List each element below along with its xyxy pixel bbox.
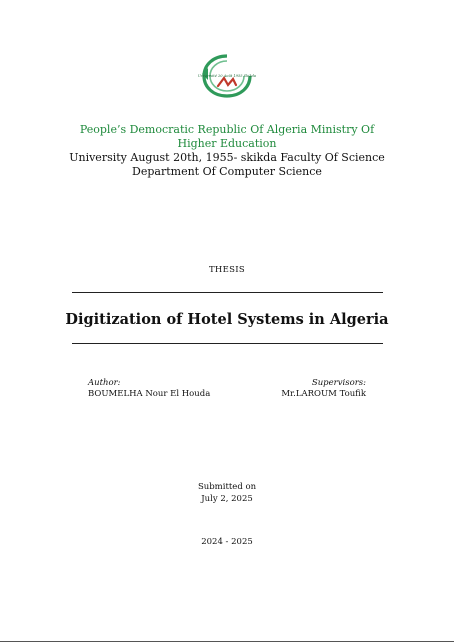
author-label: Author: bbox=[88, 378, 121, 388]
academic-year: 2024 - 2025 bbox=[201, 537, 253, 547]
submission-label: Submitted on bbox=[197, 482, 257, 492]
thesis-label: THESIS bbox=[208, 265, 246, 275]
logo-caption: Université 20 Août 1955 Skikda bbox=[198, 74, 256, 78]
university-logo-icon bbox=[198, 52, 256, 100]
page-bottom-edge bbox=[0, 641, 454, 642]
university-heading: University August 20th, 1955- skikda Faculty Of Science Department Of Computer Science bbox=[69, 151, 385, 178]
title-rule-bottom bbox=[72, 343, 383, 344]
supervisor-label: Supervisors: bbox=[311, 378, 366, 388]
title-rule-top bbox=[72, 292, 383, 293]
thesis-title: Digitization of Hotel Systems in Algeria bbox=[65, 311, 389, 328]
submission-block bbox=[0, 482, 454, 505]
supervisor-name: Mr.LAROUM Toufik bbox=[281, 389, 366, 399]
ministry-heading: People’s Democratic Republic Of Algeria Ministry Of Higher Education bbox=[79, 123, 375, 150]
author-name: BOUMELHA Nour El Houda bbox=[88, 389, 211, 399]
submission-date: July 2, 2025 bbox=[201, 493, 253, 504]
